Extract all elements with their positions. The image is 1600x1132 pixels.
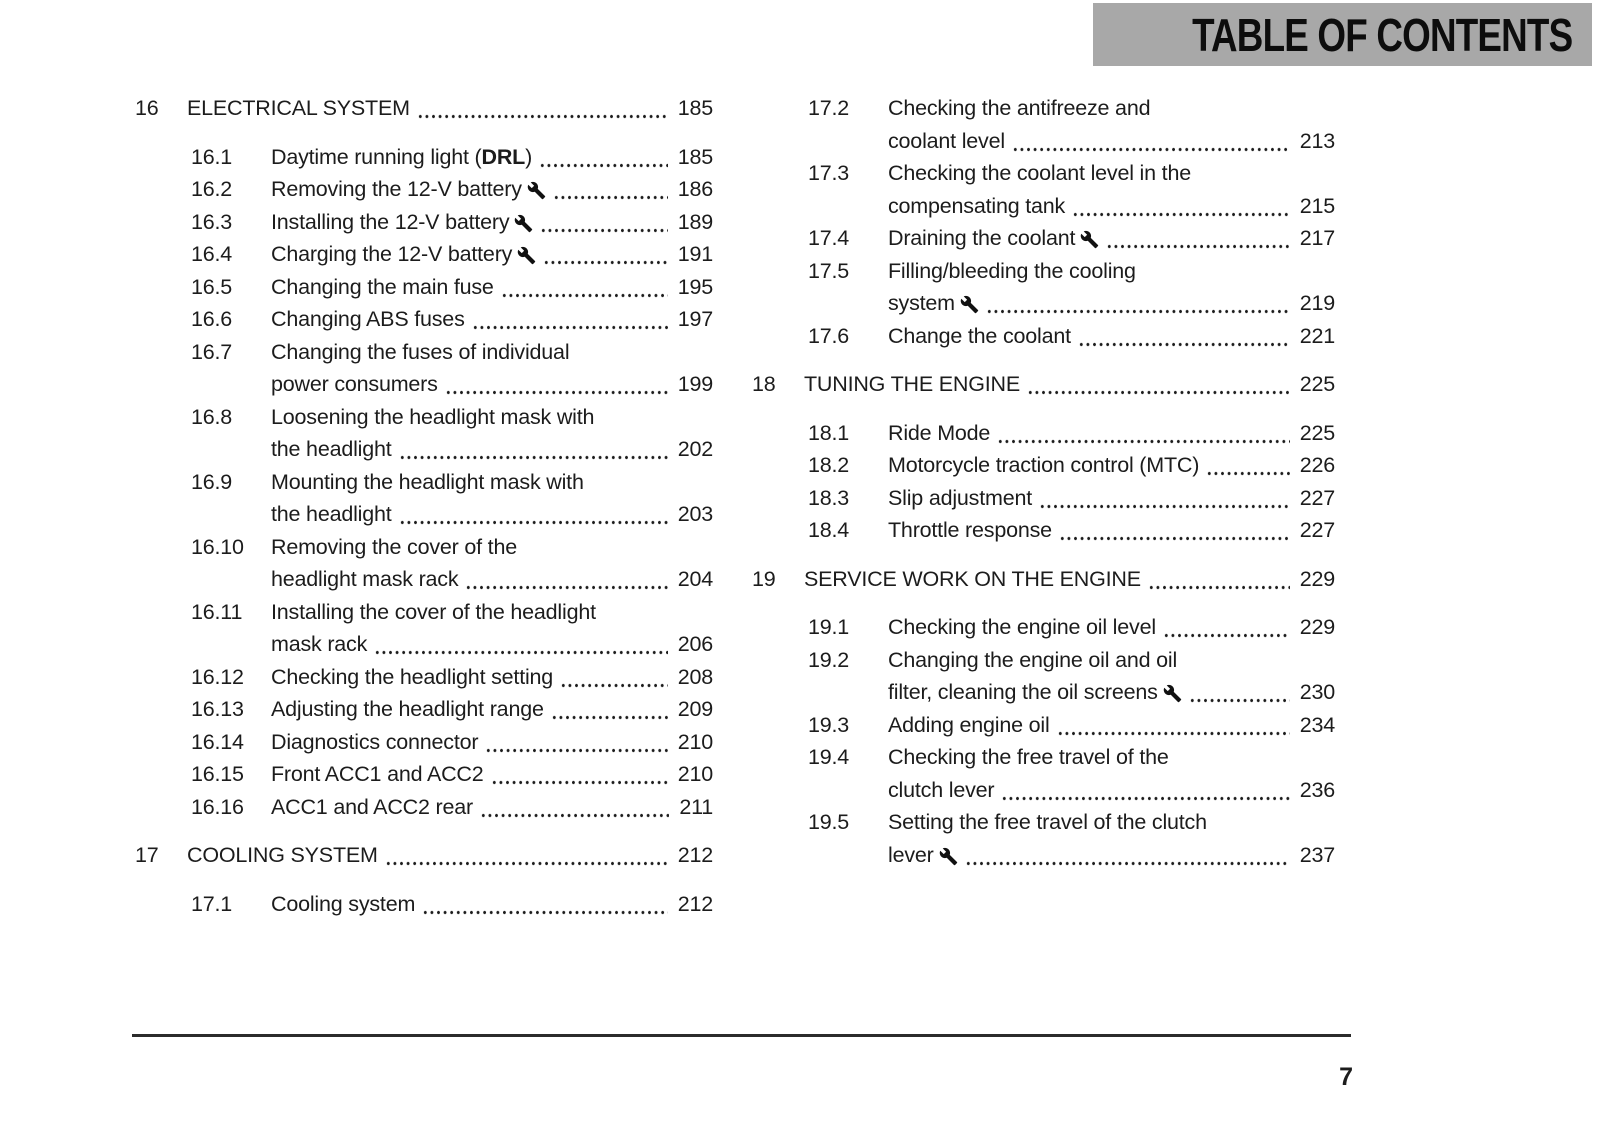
toc-entry-number: 18.3 <box>808 485 850 510</box>
toc-entry-title: Removing the cover of the <box>271 534 517 559</box>
toc-section-entry <box>752 320 1335 353</box>
wrench-icon <box>527 181 546 200</box>
dot-leader <box>1072 190 1290 223</box>
toc-entry-page: 210 <box>677 762 713 786</box>
toc-entry-number: 18 <box>752 372 776 396</box>
toc-entry-page: 226 <box>1299 453 1335 477</box>
toc-entry-title: Charging the 12-V battery <box>271 242 513 266</box>
dot-leader <box>417 92 668 125</box>
toc-chapter-entry <box>135 839 713 872</box>
toc-entry-page: 212 <box>677 843 713 867</box>
dot-leader <box>1206 449 1290 482</box>
dot-leader <box>445 368 668 401</box>
toc-entry-number: 16 <box>135 96 159 120</box>
toc-entry-page: 185 <box>677 144 713 169</box>
toc-section-entry <box>135 141 713 174</box>
dot-leader <box>485 726 667 759</box>
toc-entry-number: 19.1 <box>808 615 850 639</box>
toc-entry-page: 186 <box>677 177 713 201</box>
toc-entry-number: 19 <box>752 566 776 591</box>
toc-entry-number: 16.3 <box>191 209 233 234</box>
toc-section-entry <box>135 888 713 921</box>
toc-column-left <box>135 92 713 920</box>
toc-entry-title: Removing the 12-V battery <box>271 177 522 201</box>
toc-entry-page: 206 <box>677 632 713 656</box>
dot-leader <box>1059 514 1290 547</box>
dot-leader <box>1012 125 1290 158</box>
toc-entry-number: 18.1 <box>808 420 850 445</box>
toc-section-entry <box>752 482 1335 515</box>
toc-entry-title: Checking the engine oil level <box>888 615 1156 639</box>
toc-entry-title: the headlight <box>271 502 392 526</box>
toc-entry-page: 185 <box>677 96 713 120</box>
toc-entry-number: 18.2 <box>808 453 850 477</box>
toc-chapter-entry <box>135 92 713 125</box>
toc-section-entry <box>135 238 713 271</box>
toc-entry-title: Change the coolant <box>888 323 1071 348</box>
page-title: TABLE OF CONTENTS <box>1191 8 1572 61</box>
toc-entry-number: 17.6 <box>808 323 850 348</box>
dot-leader <box>539 141 668 174</box>
dot-leader <box>1163 611 1290 644</box>
toc-entry-title: Changing the main fuse <box>271 274 494 299</box>
toc-entry-number: 17 <box>135 843 159 867</box>
dot-leader <box>399 433 668 466</box>
toc-section-entry <box>135 596 713 661</box>
toc-section-entry <box>135 758 713 791</box>
toc-section-entry <box>135 206 713 239</box>
toc-entry-title: Installing the 12-V battery <box>271 209 510 234</box>
toc-entry-title: coolant level <box>888 128 1005 153</box>
toc-section-entry <box>135 271 713 304</box>
toc-entry-number: 18.4 <box>808 518 850 542</box>
toc-entry-number: 19.4 <box>808 745 850 769</box>
toc-entry-number: 16.15 <box>191 762 244 786</box>
toc-entry-number: 17.4 <box>808 226 850 250</box>
toc-entry-title: filter, cleaning the oil screens <box>888 680 1158 704</box>
page-number: 7 <box>1339 1063 1353 1091</box>
toc-entry-title: the headlight <box>271 437 392 461</box>
dot-leader <box>997 417 1290 450</box>
dot-leader <box>553 173 668 206</box>
toc-entry-page: 210 <box>677 729 713 754</box>
toc-entry-number: 19.3 <box>808 712 850 737</box>
toc-entry-page: 212 <box>677 891 713 916</box>
toc-chapter-entry <box>752 368 1335 401</box>
toc-entry-page: 217 <box>1299 226 1335 250</box>
toc-section-entry <box>752 157 1335 222</box>
dot-leader <box>472 303 668 336</box>
toc-entry-number: 16.16 <box>191 794 244 819</box>
toc-entry-title: Motorcycle traction control (MTC) <box>888 453 1200 477</box>
toc-section-entry <box>752 611 1335 644</box>
toc-entry-page: 204 <box>677 567 713 591</box>
toc-entry-page: 203 <box>677 502 713 526</box>
toc-chapter-entry <box>752 563 1335 596</box>
toc-entry-title: Changing the engine oil and oil <box>888 647 1178 672</box>
toc-entry-number: 17.3 <box>808 161 850 185</box>
toc-entry-page: 221 <box>1299 323 1335 348</box>
toc-entry-title: Front ACC1 and ACC2 <box>271 762 484 786</box>
dot-leader <box>422 888 668 921</box>
dot-leader <box>374 628 668 661</box>
toc-entry-title: lever <box>888 842 934 867</box>
toc-entry-title: COOLING SYSTEM <box>187 843 378 867</box>
toc-entry-title: Installing the cover of the headlight <box>271 599 596 624</box>
toc-entry-number: 19.5 <box>808 810 850 834</box>
wrench-icon <box>1080 230 1099 249</box>
toc-entry-title: Adjusting the headlight range <box>271 697 544 721</box>
toc-section-entry <box>752 709 1335 742</box>
toc-entry-number: 16.1 <box>191 144 233 169</box>
toc-entry-title: system <box>888 291 955 315</box>
toc-entry-number: 16.11 <box>191 599 243 624</box>
toc-entry-page: 213 <box>1299 128 1335 153</box>
toc-entry-page: 225 <box>1299 420 1335 445</box>
toc-entry-number: 17.2 <box>808 96 850 120</box>
toc-entry-title: Changing ABS fuses <box>271 307 465 331</box>
toc-section-entry <box>752 417 1335 450</box>
toc-entry-title: Filling/bleeding the cooling <box>888 258 1136 283</box>
dot-leader <box>465 563 667 596</box>
dot-leader <box>1148 563 1290 596</box>
table-of-contents-header <box>1093 3 1592 66</box>
toc-section-entry <box>135 693 713 726</box>
toc-section-entry <box>752 806 1335 871</box>
dot-leader <box>543 238 668 271</box>
toc-entry-page: 227 <box>1299 485 1335 510</box>
toc-entry-title: ELECTRICAL SYSTEM <box>187 96 410 120</box>
toc-entry-page: 191 <box>677 242 713 266</box>
toc-entry-page: 197 <box>677 307 713 331</box>
toc-entry-title: Slip adjustment <box>888 485 1032 510</box>
dot-leader <box>501 271 668 304</box>
dot-leader <box>399 498 668 531</box>
toc-entry-page: 229 <box>1299 615 1335 639</box>
toc-entry-title: Mounting the headlight mask with <box>271 469 584 494</box>
toc-section-entry <box>752 449 1335 482</box>
toc-entry-title: Throttle response <box>888 518 1052 542</box>
dot-leader <box>560 661 668 694</box>
toc-entry-page: 202 <box>677 437 713 461</box>
toc-entry-number: 16.5 <box>191 274 233 299</box>
dot-leader <box>1078 320 1290 353</box>
toc-column-right <box>752 92 1335 871</box>
toc-section-entry <box>135 726 713 759</box>
toc-entry-title: Checking the coolant level in the <box>888 161 1191 185</box>
toc-section-entry <box>135 791 713 824</box>
dot-leader <box>986 287 1290 320</box>
toc-entry-title: SERVICE WORK ON THE ENGINE <box>804 566 1141 591</box>
wrench-icon <box>514 214 533 233</box>
toc-entry-number: 19.2 <box>808 647 850 672</box>
toc-section-entry <box>752 255 1335 320</box>
toc-entry-title: Setting the free travel of the clutch <box>888 810 1207 834</box>
toc-entry-number: 16.10 <box>191 534 244 559</box>
toc-entry-page: 211 <box>679 794 713 819</box>
toc-entry-title: Cooling system <box>271 891 416 916</box>
toc-section-entry <box>752 92 1335 157</box>
wrench-icon <box>517 246 536 265</box>
toc-entry-page: 219 <box>1299 291 1335 315</box>
toc-section-entry <box>135 661 713 694</box>
toc-entry-number: 17.1 <box>191 891 233 916</box>
toc-entry-page: 229 <box>1299 566 1335 591</box>
toc-entry-title: ACC1 and ACC2 rear <box>271 794 473 819</box>
toc-section-entry <box>752 222 1335 255</box>
toc-section-entry <box>135 466 713 531</box>
toc-entry-title: Ride Mode <box>888 420 991 445</box>
toc-section-entry <box>752 644 1335 709</box>
toc-entry-page: 234 <box>1299 712 1335 737</box>
toc-section-entry <box>135 401 713 466</box>
toc-entry-number: 17.5 <box>808 258 850 283</box>
toc-entry-title: Changing the fuses of individual <box>271 339 570 364</box>
footer-rule <box>132 1034 1351 1037</box>
toc-entry-title: Daytime running light (DRL) <box>271 144 533 169</box>
dot-leader <box>480 791 669 824</box>
toc-entry-number: 16.13 <box>191 697 244 721</box>
toc-entry-title: TUNING THE ENGINE <box>804 372 1020 396</box>
dot-leader <box>1039 482 1290 515</box>
dot-leader <box>385 839 668 872</box>
toc-entry-number: 16.2 <box>191 177 233 201</box>
toc-entry-title: clutch lever <box>888 777 995 802</box>
toc-section-entry <box>135 303 713 336</box>
toc-entry-number: 16.8 <box>191 404 233 429</box>
dot-leader <box>1001 774 1289 807</box>
toc-entry-number: 16.4 <box>191 242 233 266</box>
dot-leader <box>1106 222 1289 255</box>
dot-leader <box>1027 368 1290 401</box>
toc-section-entry <box>135 531 713 596</box>
toc-section-entry <box>135 173 713 206</box>
toc-entry-title: Loosening the headlight mask with <box>271 404 595 429</box>
toc-entry-title: Checking the free travel of the <box>888 745 1169 769</box>
toc-entry-number: 16.14 <box>191 729 244 754</box>
toc-entry-number: 16.12 <box>191 664 244 689</box>
toc-entry-title: power consumers <box>271 372 438 396</box>
dot-leader <box>491 758 668 791</box>
dot-leader <box>965 839 1290 872</box>
toc-entry-title: headlight mask rack <box>271 567 459 591</box>
toc-entry-title: mask rack <box>271 632 368 656</box>
toc-entry-page: 227 <box>1299 518 1335 542</box>
toc-entry-page: 208 <box>677 664 713 689</box>
toc-entry-page: 225 <box>1299 372 1335 396</box>
dot-leader <box>551 693 668 726</box>
toc-entry-page: 195 <box>677 274 713 299</box>
toc-entry-title: compensating tank <box>888 193 1066 218</box>
toc-entry-title: Checking the headlight setting <box>271 664 554 689</box>
dot-leader <box>1057 709 1290 742</box>
dot-leader <box>540 206 667 239</box>
wrench-icon <box>1163 684 1182 703</box>
toc-entry-title: Adding engine oil <box>888 712 1050 737</box>
toc-entry-title: Draining the coolant <box>888 226 1076 250</box>
wrench-icon <box>939 847 958 866</box>
toc-entry-page: 236 <box>1299 777 1335 802</box>
toc-entry-page: 189 <box>677 209 713 234</box>
toc-section-entry <box>135 336 713 401</box>
wrench-icon <box>960 295 979 314</box>
toc-section-entry <box>752 741 1335 806</box>
toc-entry-page: 215 <box>1299 193 1335 218</box>
dot-leader <box>1189 676 1290 709</box>
toc-entry-page: 209 <box>677 697 713 721</box>
toc-entry-number: 16.6 <box>191 307 233 331</box>
toc-entry-number: 16.9 <box>191 469 233 494</box>
toc-entry-title: Checking the antifreeze and <box>888 96 1151 120</box>
toc-entry-page: 199 <box>677 372 713 396</box>
toc-section-entry <box>752 514 1335 547</box>
toc-entry-page: 237 <box>1299 842 1335 867</box>
toc-entry-number: 16.7 <box>191 339 233 364</box>
toc-entry-title: Diagnostics connector <box>271 729 479 754</box>
toc-entry-page: 230 <box>1299 680 1335 704</box>
